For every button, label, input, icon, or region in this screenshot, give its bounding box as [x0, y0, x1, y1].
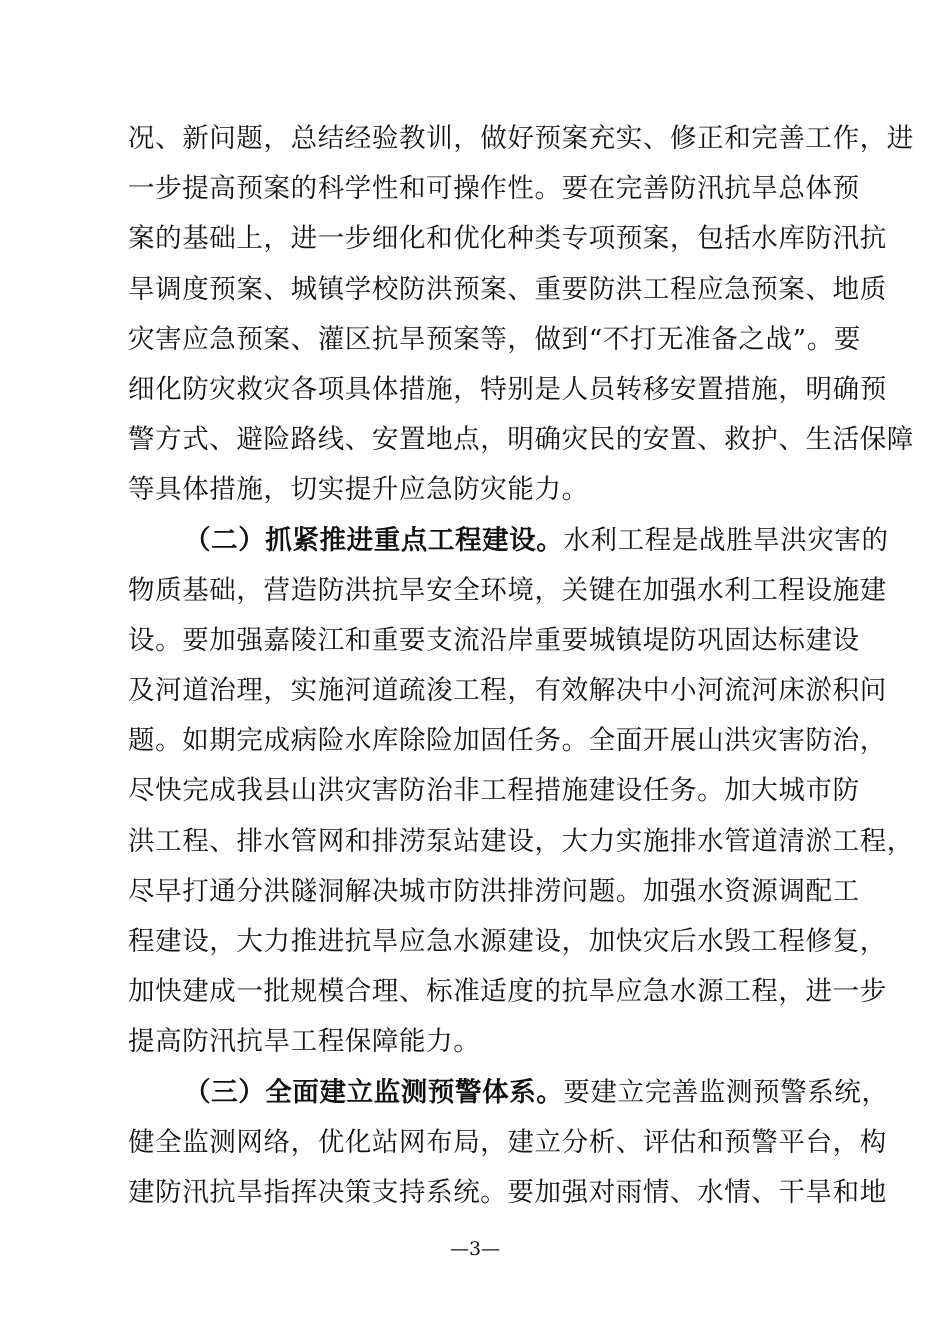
body-text-line: 健全监测网络，优化站网布局，建立分析、评估和预警平台，构 [128, 1127, 887, 1158]
body-text-line: 物质基础，营造防洪抗旱安全环境，关键在加强水利工程设施建 [128, 575, 887, 606]
body-text-line: 洪工程、排水管网和排涝泵站建设，大力实施排水管道清淤工程， [128, 826, 914, 857]
body-text-line: 设。要加强嘉陵江和重要支流沿岸重要城镇堤防巩固达标建设 [128, 625, 860, 656]
body-text-line: 程建设，大力推进抗旱应急水源建设，加快灾后水毁工程修复， [128, 926, 887, 957]
body-text-line: 况、新问题，总结经验教训，做好预案充实、修正和完善工作，进 [128, 123, 914, 154]
body-text-line: 灾害应急预案、灌区抗旱预案等，做到“不打无准备之战”。要 [128, 324, 861, 355]
body-text-line: 尽早打通分洪隧洞解决城市防洪排涝问题。加强水资源调配工 [128, 876, 860, 907]
body-text-line: 题。如期完成病险水库除险加固任务。全面开展山洪灾害防治， [128, 725, 887, 756]
paragraph-start-line [184, 525, 889, 556]
body-text-line: 一步提高预案的科学性和可操作性。要在完善防汛抗旱总体预 [128, 173, 860, 204]
body-text-line: 案的基础上，进一步细化和优化种类专项预案，包括水库防汛抗 [128, 223, 887, 254]
section-heading-2: （二）抓紧推进重点工程建设。 [184, 525, 564, 556]
body-text-line: 警方式、避险路线、安置地点，明确灾民的安置、救护、生活保障 [128, 424, 914, 455]
body-text-line: 尽快完成我县山洪灾害防治非工程措施建设任务。加大城市防 [128, 775, 860, 806]
body-text-line: 等具体措施，切实提升应急防灾能力。 [128, 474, 589, 505]
section-heading-3: （三）全面建立监测预警体系。 [184, 1077, 564, 1108]
body-text-line: 旱调度预案、城镇学校防洪预案、重要防洪工程应急预案、地质 [128, 274, 887, 305]
body-text: 水利工程是战胜旱洪灾害的 [563, 525, 889, 556]
paragraph-start-line [184, 1077, 889, 1108]
page-number: —3— [449, 1238, 501, 1260]
body-text: 要建立完善监测预警系统， [563, 1077, 889, 1108]
body-text-line: 建防汛抗旱指挥决策支持系统。要加强对雨情、水情、干旱和地 [128, 1177, 887, 1208]
body-text-line: 提高防汛抗旱工程保障能力。 [128, 1026, 481, 1057]
body-text-line: 细化防灾救灾各项具体措施，特别是人员转移安置措施，明确预 [128, 374, 887, 405]
body-text-line: 加快建成一批规模合理、标准适度的抗旱应急水源工程，进一步 [128, 976, 887, 1007]
body-text-line: 及河道治理，实施河道疏浚工程，有效解决中小河流河床淤积问 [128, 675, 887, 706]
